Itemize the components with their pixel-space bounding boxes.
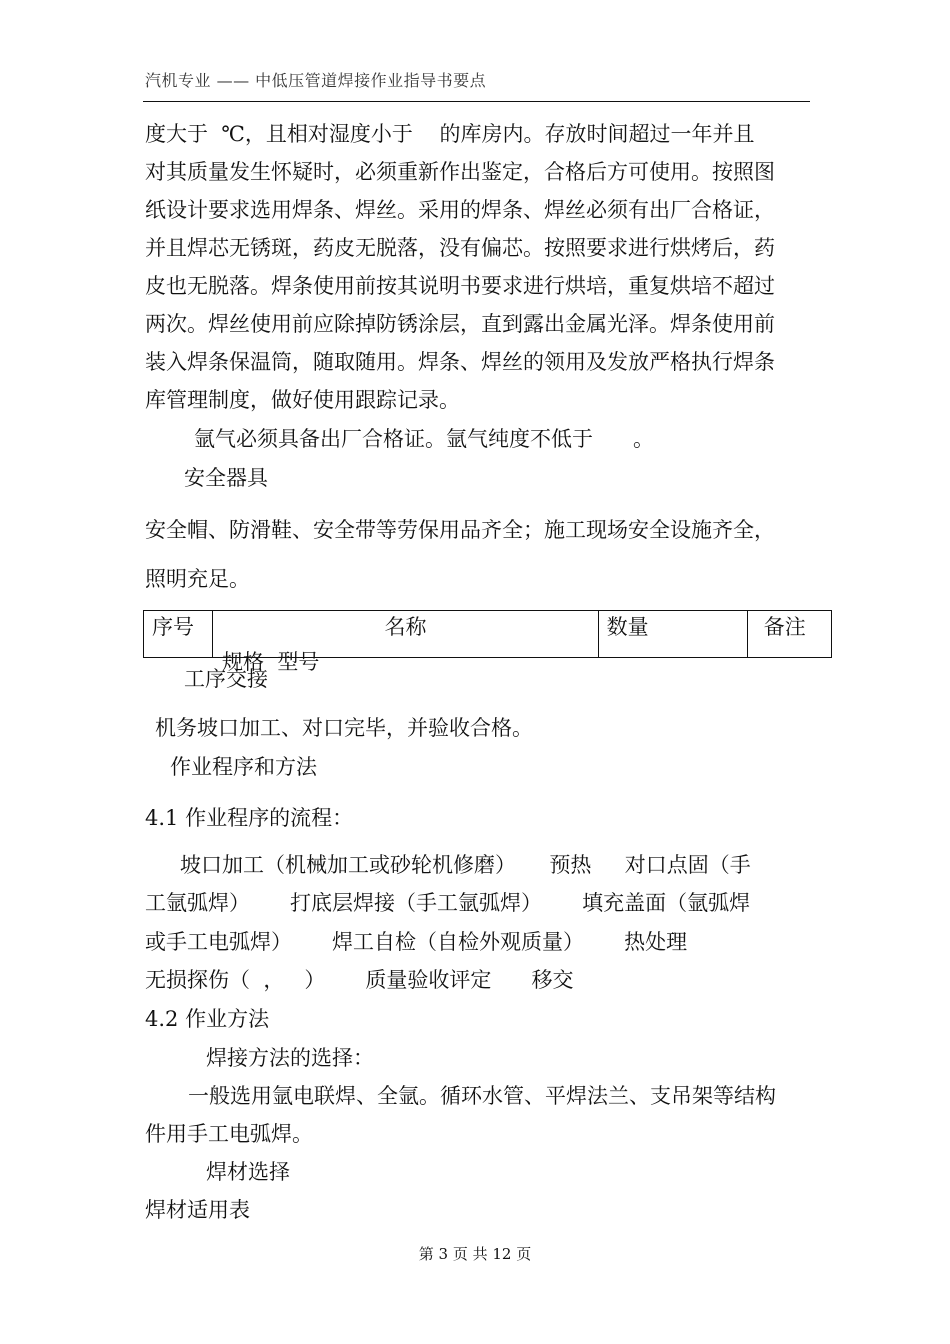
- body-line-2: 对其质量发生怀疑时，必须重新作出鉴定，合格后方可使用。按照图: [145, 160, 775, 184]
- body-line-1: 度大于 ℃，且相对湿度小于 的库房内。存放时间超过一年并且: [145, 122, 755, 146]
- col-header-seq: 序号: [144, 611, 213, 658]
- body-line-4: 并且焊芯无锈斑，药皮无脱落，没有偏芯。按照要求进行烘烤后，药: [145, 236, 775, 260]
- col-header-qty: 数量: [598, 611, 747, 658]
- subsection-4-1: 4.1 作业程序的流程：: [145, 806, 354, 830]
- body-line-7: 装入焊条保温筒，随取随用。焊条、焊丝的领用及发放严格执行焊条: [145, 350, 775, 374]
- body-line-safety-1: 安全帽、防滑鞋、安全带等劳保用品齐全；施工现场安全设施齐全，: [145, 518, 775, 542]
- col-header-name: 名称: [213, 611, 598, 658]
- section-heading-safety: 安全器具: [184, 466, 268, 490]
- page-header: 汽机专业 —— 中低压管道焊接作业指导书要点: [145, 71, 487, 90]
- section-heading-handover: 工序交接: [184, 667, 268, 691]
- body-line-handover: 机务坡口加工、对口完毕，并验收合格。: [155, 716, 533, 740]
- body-line-3: 纸设计要求选用焊条、焊丝。采用的焊条、焊丝必须有出厂合格证，: [145, 198, 775, 222]
- col-header-remark: 备注: [747, 611, 831, 658]
- body-line-8: 库管理制度，做好使用跟踪记录。: [145, 388, 460, 412]
- argon-requirement: 氩气必须具备出厂合格证。氩气纯度不低于 。: [194, 427, 655, 451]
- flow-line-2: 工氩弧焊） 打底层焊接（手工氩弧焊） 填充盖面（氩弧焊: [145, 891, 751, 915]
- subsection-4-2: 4.2 作业方法: [145, 1007, 270, 1031]
- body-line-safety-2: 照明充足。: [145, 567, 250, 591]
- body-line-method-1: 一般选用氩电联焊、全氩。循环水管、平焊法兰、支吊架等结构: [188, 1084, 776, 1108]
- heading-welding-method: 焊接方法的选择：: [206, 1046, 374, 1070]
- page-number: 第 3 页 共 12 页: [418, 1245, 532, 1263]
- section-heading-procedure: 作业程序和方法: [170, 755, 317, 779]
- flow-line-3: 或手工电弧焊） 焊工自检（自检外观质量） 热处理: [145, 930, 688, 954]
- body-line-6: 两次。焊丝使用前应除掉防锈涂层，直到露出金属光泽。焊条使用前: [145, 312, 775, 336]
- heading-material-selection: 焊材选择: [206, 1160, 290, 1184]
- header-rule: [143, 101, 810, 102]
- flow-line-1: 坡口加工（机械加工或砂轮机修磨） 预热 对口点固（手: [180, 853, 751, 877]
- body-line-5: 皮也无脱落。焊条使用前按其说明书要求进行烘培，重复烘培不超过: [145, 274, 775, 298]
- table-sub-label: 规格 型号: [222, 650, 320, 674]
- body-line-method-2: 件用手工电弧焊。: [145, 1122, 313, 1146]
- heading-material-table: 焊材适用表: [145, 1198, 250, 1222]
- flow-line-4: 无损探伤（ ， ） 质量验收评定 移交: [145, 968, 574, 992]
